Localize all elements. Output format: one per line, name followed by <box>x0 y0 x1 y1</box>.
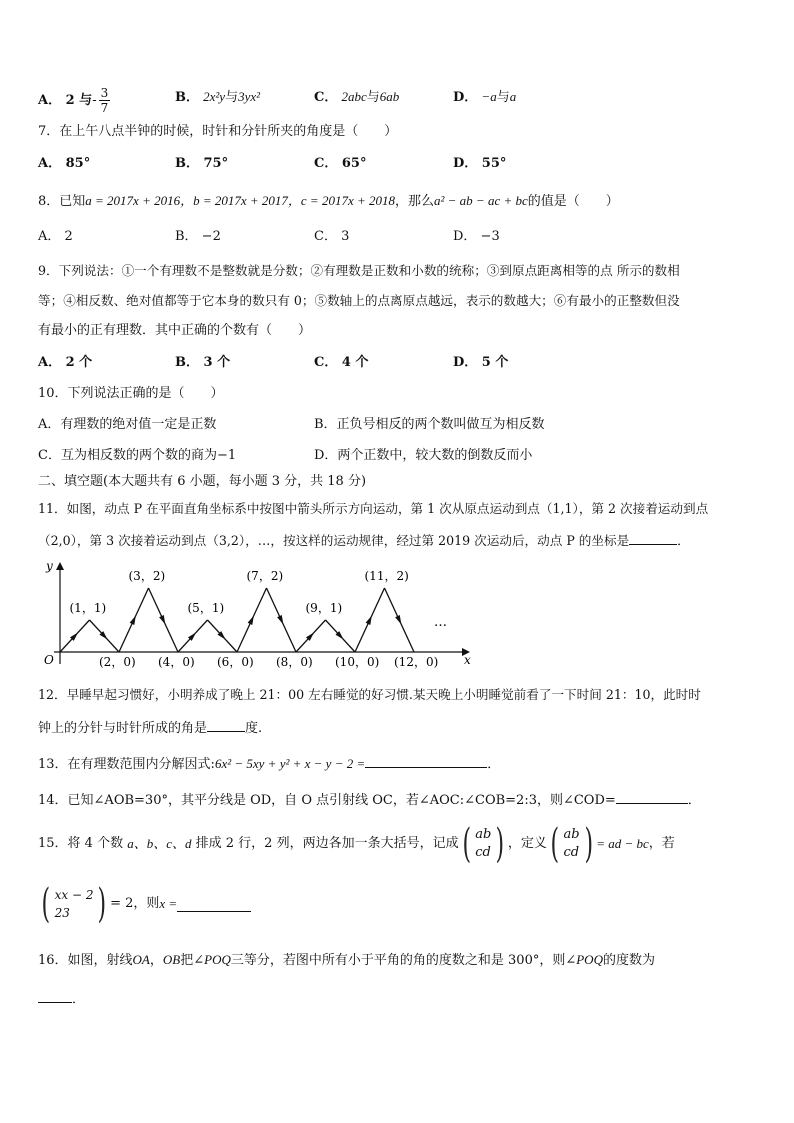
q11-line-2: （2,0），第 3 次接着运动到点（3,2），…，按这样的运动规律，经过第 2019 次运动后，动点 P 的坐标是 ． <box>38 530 690 550</box>
q8-option-c: C． 3 <box>314 229 350 244</box>
y-axis-label: y <box>46 560 53 573</box>
q10-stem: 10．下列说法正确的是（ ） <box>38 386 224 401</box>
q12-line-2: 钟上的分针与时针所成的角是 度. <box>38 717 262 738</box>
q16-line-1: 16．如图，射线OA，OB把∠POQ三等分，若图中所有小于平角的角的度数之和是 300°，则∠POQ的度数为 <box>38 952 655 968</box>
peak-label: (3，2) <box>128 569 166 583</box>
zero-label: (2，0) <box>99 655 136 669</box>
peak-label: (1，1) <box>69 601 107 615</box>
direction-arrow <box>130 615 136 625</box>
q9-option-d: D． 5 个 <box>453 355 509 370</box>
x-axis-label: x <box>464 653 471 667</box>
q6-fraction: $\frac{3}{7}$ <box>100 86 109 115</box>
peak-label: (11，2) <box>364 569 409 583</box>
q13-answer-blank[interactable] <box>365 753 487 768</box>
zigzag-path <box>60 588 414 652</box>
peak-label: (5，1) <box>187 601 225 615</box>
q7-option-a: A． 85° <box>38 156 91 171</box>
q6-option-b: B． 2x²y与3yx² <box>175 89 261 105</box>
q7-option-b: B． 75° <box>175 156 229 171</box>
q7-option-d: D． 55° <box>453 156 507 171</box>
q9-line-1: 9．下列说法：①一个有理数不是整数就是分数；②有理数是正数和小数的统称；③到原点距离相等的点 所示的数相 <box>38 263 680 278</box>
peak-label: (7，2) <box>246 569 284 583</box>
q8-option-b: B． −2 <box>175 229 221 244</box>
direction-arrow <box>395 615 401 625</box>
q10-option-d: D．两个正数中，较大数的倒数反而小 <box>314 448 533 463</box>
origin-label: O <box>44 653 54 667</box>
q8-option-d: D． −3 <box>453 229 500 244</box>
q7-stem: 7．在上午八点半钟的时候，时针和分针所夹的角度是（ ） <box>38 124 398 139</box>
q6-option-a: A． 2 与- $\frac{3}{7}$ <box>38 86 109 115</box>
q15-matrix-1: ( ab cd ) <box>462 821 505 867</box>
q15-matrix-3: ( xx − 2 23 ) <box>41 881 107 927</box>
direction-arrow <box>277 615 283 625</box>
zero-label: (4，0) <box>158 655 195 669</box>
q7-option-c: C． 65° <box>314 156 367 171</box>
direction-arrow <box>366 615 372 625</box>
q9-line-2: 等；④相反数、绝对值都等于它本身的数只有 0；⑤数轴上的点离原点越远，表示的数越大；⑥有最小的正整数但没 <box>38 293 680 308</box>
q11-zigzag-graph <box>36 560 476 672</box>
q14-answer-blank[interactable] <box>616 789 688 804</box>
zero-label: (12，0) <box>394 655 439 669</box>
q16-answer-blank[interactable] <box>38 988 72 1003</box>
section-heading-fill-in: 二、填空题(本大题共有 6 小题，每小题 3 分，共 18 分) <box>38 474 367 489</box>
q15-line-1: 15．将 4 个数 a、b、c、d 排成 2 行，2 列，两边各加一条大括号，记成 ( ab cd ) ，定义 ( ab cd ) = ad − bc ，若 <box>38 821 675 867</box>
q12-line-1: 12．早睡早起习惯好，小明养成了晚上 21：00 左右睡觉的好习惯.某天晚上小明睡觉前看了一下时间 21：10，此时时 <box>38 687 701 702</box>
q6-option-d: D． −a与a <box>453 89 517 105</box>
q13-line: 13．在有理数范围内分解因式:6x² − 5xy + y² + x − y − 2 = ． <box>38 753 500 774</box>
zero-label: (8，0) <box>276 655 313 669</box>
q8-option-a: A． 2 <box>38 229 73 244</box>
q11-answer-blank[interactable] <box>629 530 677 545</box>
zero-label: (10，0) <box>335 655 380 669</box>
q10-option-c: C．互为相反数的两个数的商为−1 <box>38 448 237 463</box>
direction-arrow <box>159 615 165 625</box>
q9-option-b: B． 3 个 <box>175 355 231 370</box>
q9-option-c: C． 4 个 <box>314 355 369 370</box>
q12-answer-blank[interactable] <box>207 717 245 732</box>
q14-line: 14．已知∠AOB=30°，其平分线是 OD，自 O 点引射线 OC，若∠AOC:∠COB=2:3，则∠COD= ． <box>38 789 701 810</box>
q15-matrix-2: ( ab cd ) <box>550 821 593 867</box>
direction-arrow <box>248 615 254 625</box>
q9-line-3: 有最小的正有理数．其中正确的个数有（ ） <box>38 323 312 338</box>
q9-option-a: A． 2 个 <box>38 355 93 370</box>
q15-answer-blank[interactable] <box>177 897 251 912</box>
zero-label: (6，0) <box>217 655 254 669</box>
q15-line-2: ( xx − 2 23 ) = 2，则 x = <box>38 884 251 924</box>
q10-option-a: A．有理数的绝对值一定是正数 <box>38 417 217 432</box>
q8-stem: 8．已知a = 2017x + 2016，b = 2017x + 2017，c = 2017x + 2018，那么a² − ab − ac + bc的值是（ ） <box>38 193 619 209</box>
ellipsis: … <box>434 615 447 630</box>
q10-option-b: B．正负号相反的两个数叫做互为相反数 <box>314 417 545 432</box>
q6-option-c: C． 2abc与6ab <box>314 89 400 105</box>
q16-line-2: ． <box>38 988 85 1009</box>
peak-label: (9，1) <box>305 601 343 615</box>
q11-line-1: 11．如图，动点 P 在平面直角坐标系中按图中箭头所示方向运动，第 1 次从原点运动到点（1,1），第 2 次接着运动到点 <box>38 501 709 516</box>
